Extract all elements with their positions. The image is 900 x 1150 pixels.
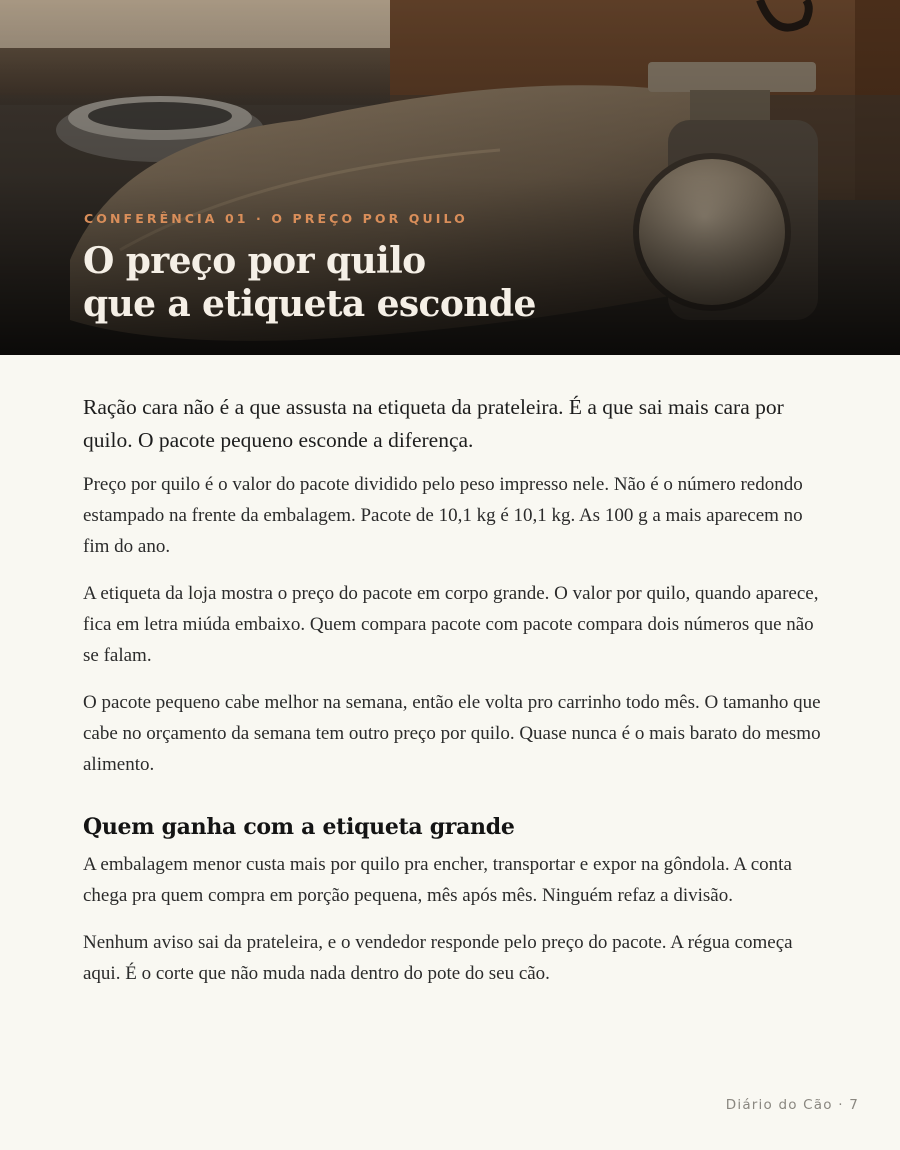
article-body [83,391,823,1005]
paragraph-3: O pacote pequeno cabe melhor na semana, então ele volta pro carrinho todo mês. O tamanho que cabe no orçamento da semana tem outro preço por quilo. Quase nunca é o mais barato do mesmo alimento. [83,692,821,775]
section-paragraph-1: A embalagem menor custa mais por quilo pra encher, transportar e expor na gôndola. A conta chega pra quem compra em porção pequena, mês após mês. Ninguém refaz a divisão. [83,854,792,906]
lead-paragraph: Ração cara não é a que assusta na etiqueta da prateleira. É a que sai mais cara por quilo. O pacote pequeno esconde a diferença. [83,395,784,452]
paragraph-1: Preço por quilo é o valor do pacote dividido pelo peso impresso nele. Não é o número redondo estampado na frente da embalagem. Pacote de 10,1 kg é 10,1 kg. As 100 g a mais aparecem no fim do ano. [83,474,803,557]
title-line-1: O preço por quilo [83,240,426,282]
section-paragraph-2: Nenhum aviso sai da prateleira, e o vendedor responde pelo preço do pacote. A régua começa aqui. É o corte que não muda nada dentro do pote do seu cão. [83,932,793,984]
hero-banner [0,0,900,355]
title-line-2: que a etiqueta esconde [83,283,536,325]
page-title [83,240,536,326]
section-heading: Quem ganha com a etiqueta grande [83,814,515,840]
page-footer: Diário do Cão · 7 [725,1097,859,1113]
paragraph-2: A etiqueta da loja mostra o preço do pacote em corpo grande. O valor por quilo, quando aparece, fica em letra miúda embaixo. Quem compara pacote com pacote compara dois números que não se falam. [83,583,819,666]
section-kicker: CONFERÊNCIA 01 · O PREÇO POR QUILO [84,211,468,226]
